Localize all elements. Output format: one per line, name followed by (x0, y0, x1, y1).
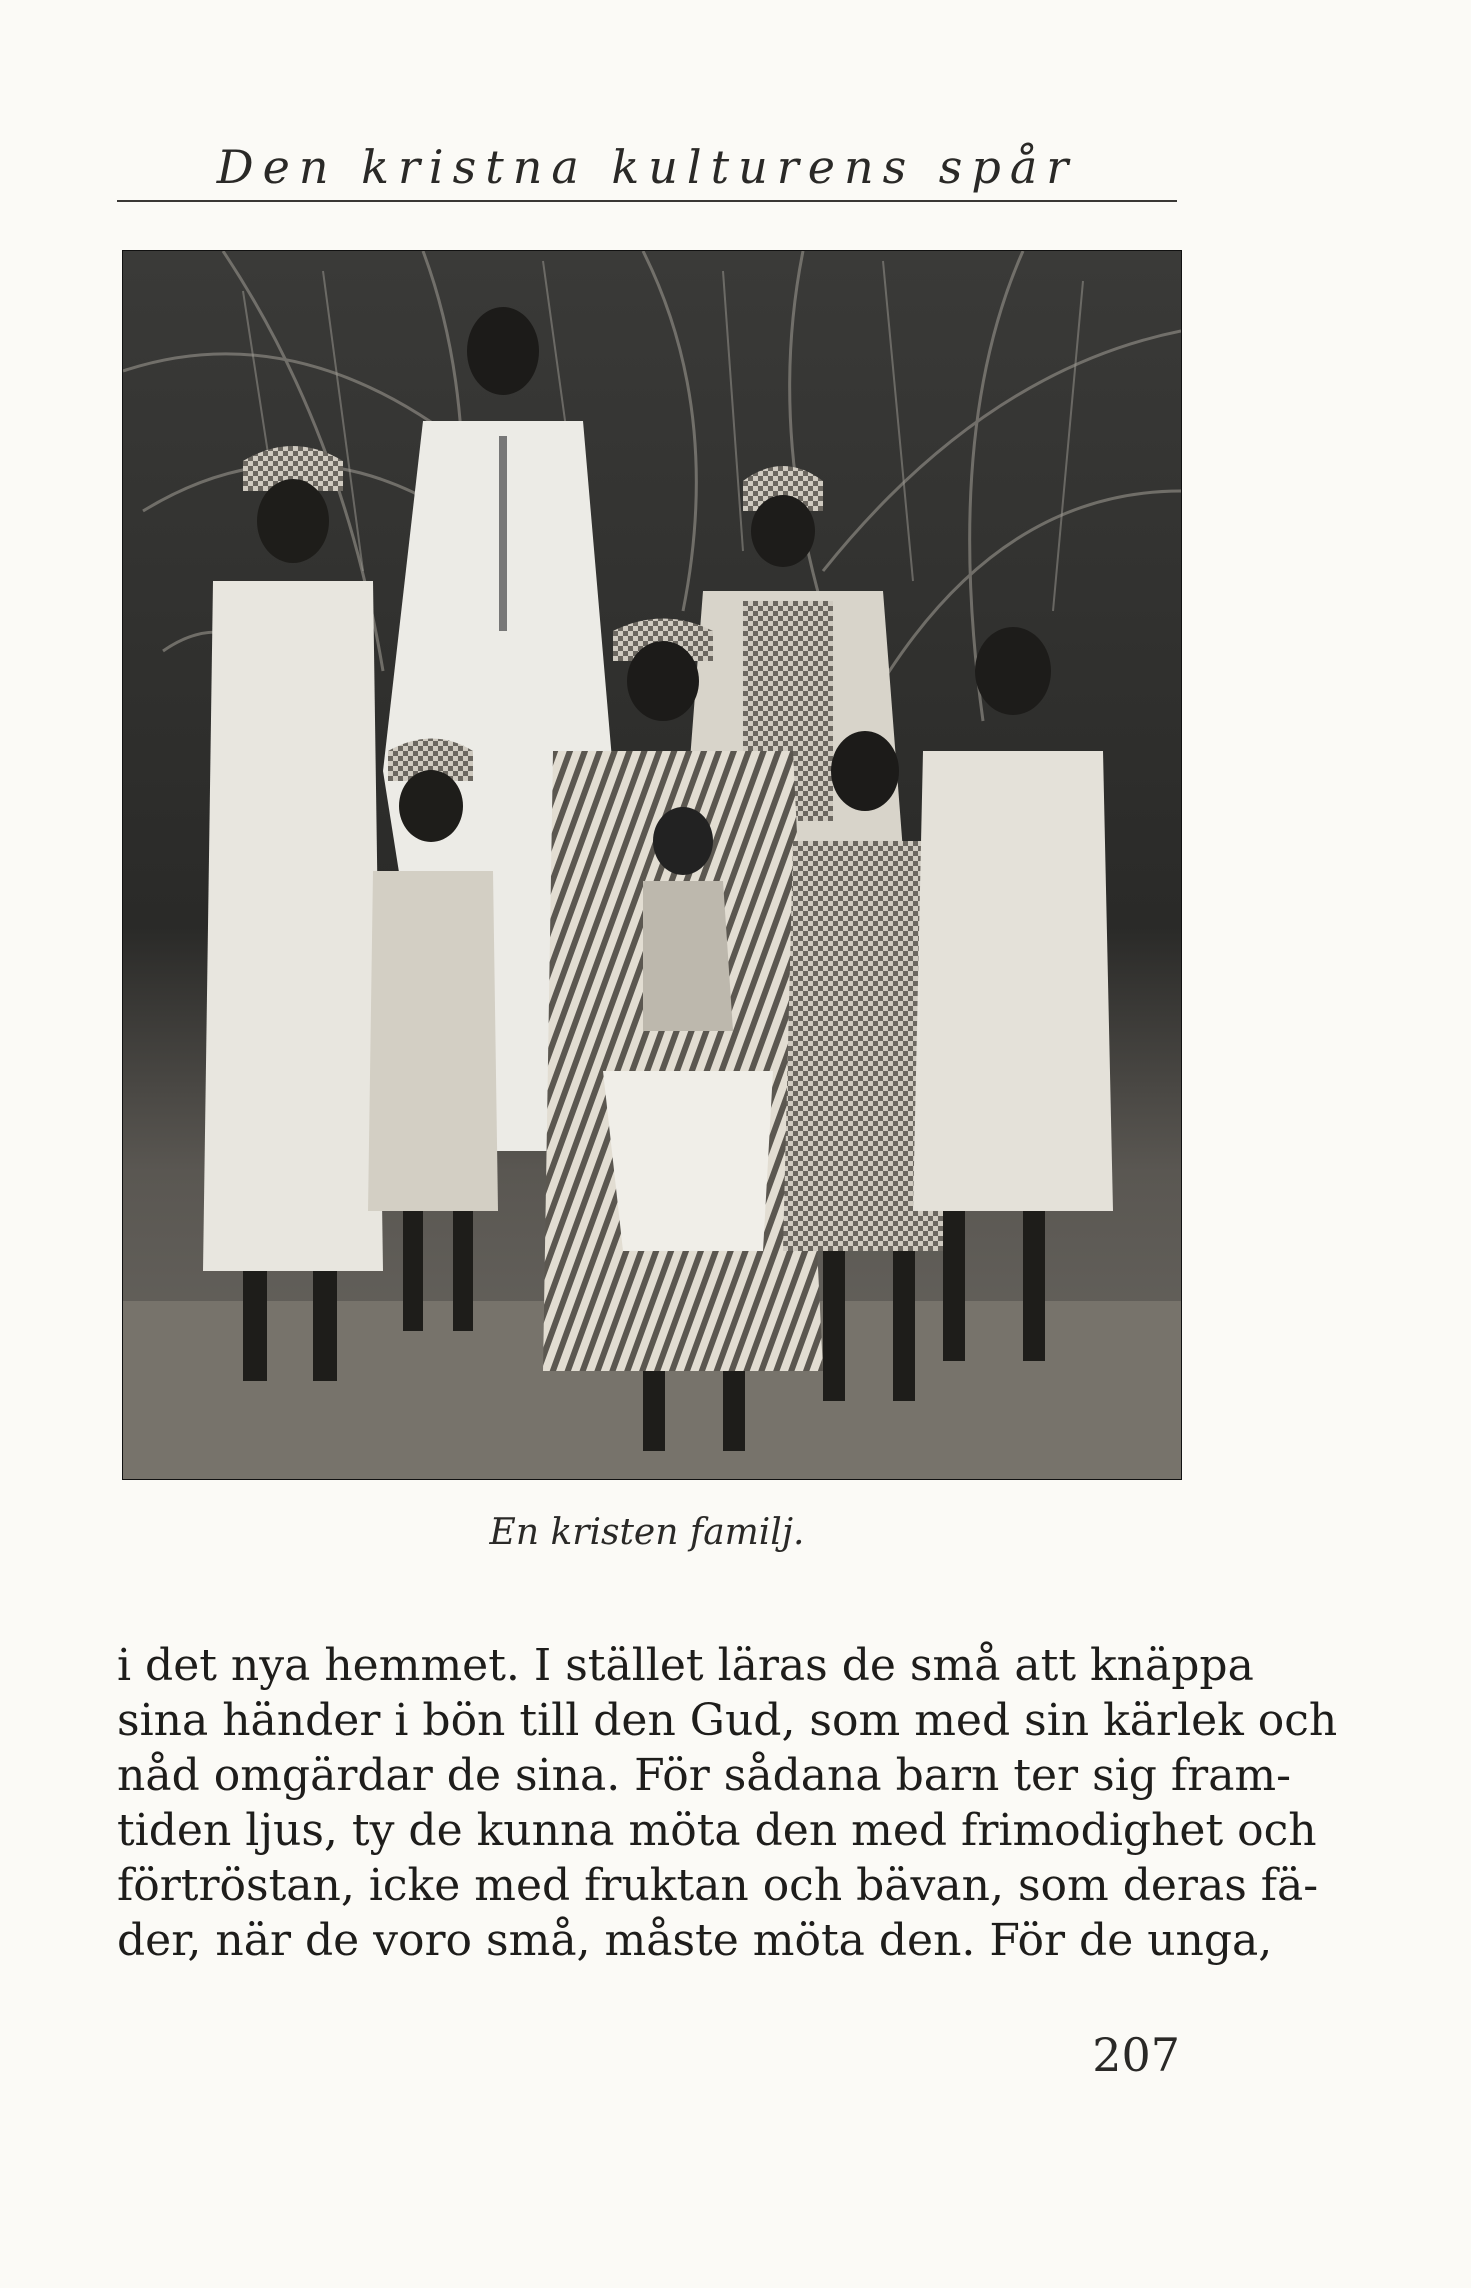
body-text (117, 1638, 1338, 1968)
body-line: i det nya hemmet. I stället läras de små att knäppa (117, 1640, 1254, 1691)
family-photograph-icon (123, 251, 1181, 1479)
body-line: tiden ljus, ty de kunna möta den med frimodighet och (117, 1805, 1317, 1856)
body-line: förtröstan, icke med fruktan och bävan, som deras fä- (117, 1860, 1319, 1911)
body-line: der, när de voro små, måste möta den. För de unga, (117, 1915, 1273, 1966)
family-photograph (122, 250, 1182, 1480)
running-head: Den kristna kulturens spår (216, 140, 1078, 194)
photo-caption: En kristen familj. (489, 1512, 805, 1553)
body-line: nåd omgärdar de sina. För sådana barn ter sig fram- (117, 1750, 1292, 1801)
header-rule (117, 200, 1177, 202)
page-number: 207 (1092, 2028, 1180, 2082)
body-line: sina händer i bön till den Gud, som med sin kärlek och (117, 1695, 1338, 1746)
